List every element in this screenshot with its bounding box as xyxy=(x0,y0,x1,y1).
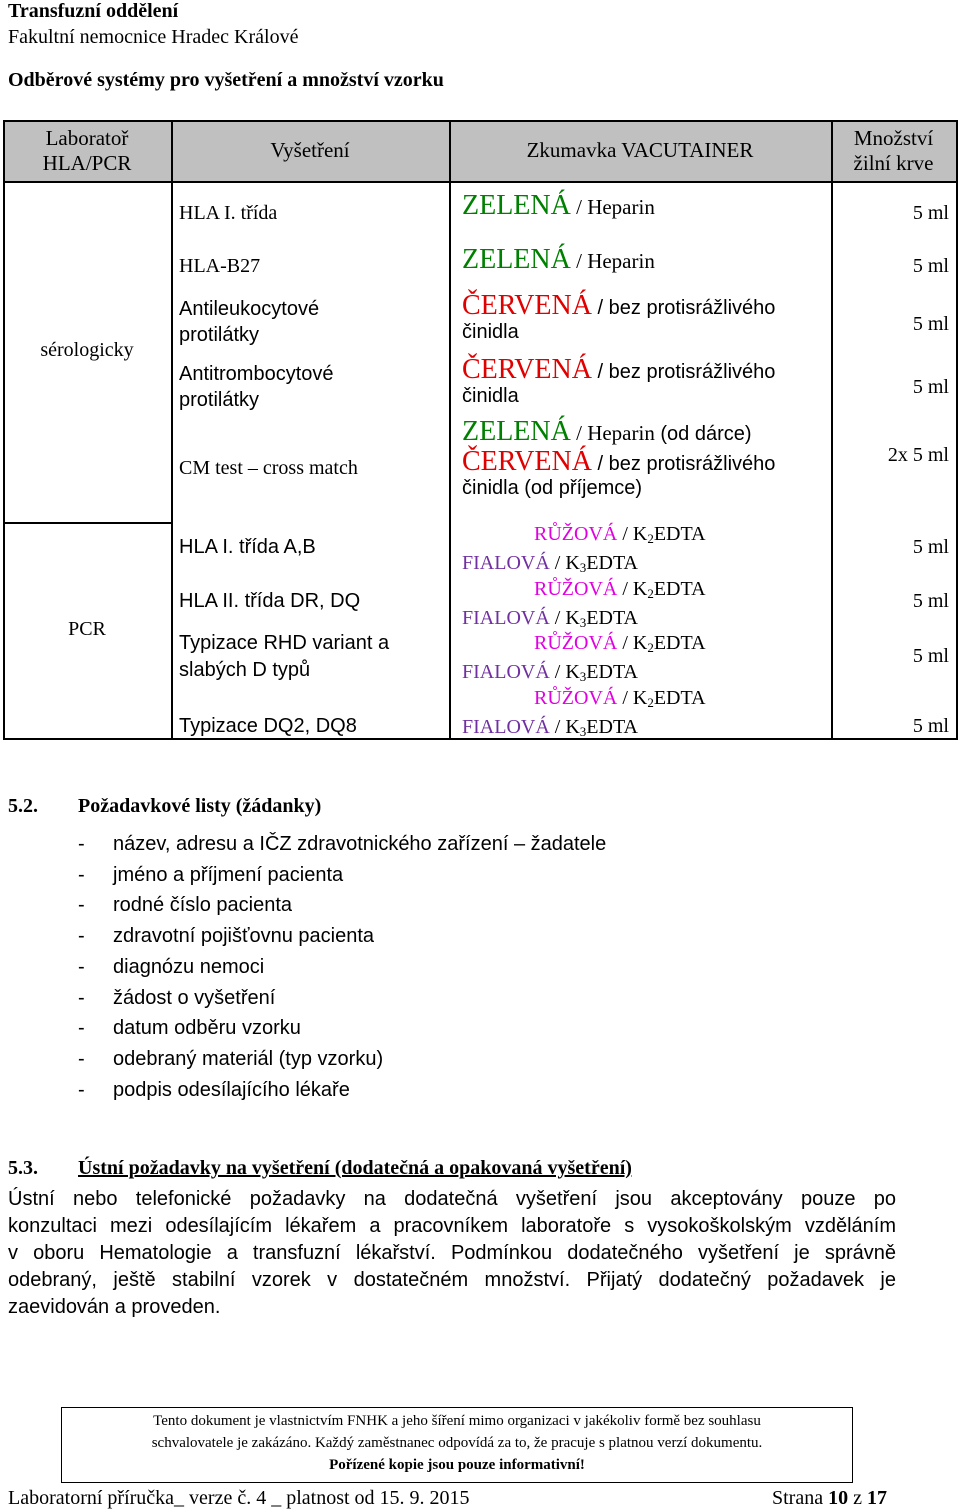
sampling-table xyxy=(3,120,958,740)
section-heading: Odběrové systémy pro vyšetření a množství vzorku xyxy=(8,69,444,91)
section-number: 5.2. xyxy=(8,795,38,817)
paragraph-line: odebraný, ještě stabilní vzorek v dostatečném množství. Přijatý dodatečný požadavek je xyxy=(8,1269,896,1291)
paragraph-line: konzultaci mezi odesílajícím lékařem a pracovníkem laboratoře s vysokoškolským vzděláním xyxy=(8,1215,896,1237)
header-quantity: Množství žilní krve xyxy=(853,126,934,175)
tube-r1: ZELENÁ / Heparin xyxy=(462,190,655,221)
exam-antithrombocyte: Antitrombocytové protilátky xyxy=(179,363,334,411)
list-item: diagnózu nemoci xyxy=(113,955,265,978)
exam-hla1-ab: HLA I. třída A,B xyxy=(179,536,316,558)
list-item-dash: - xyxy=(78,925,85,948)
qty-r4: 5 ml xyxy=(912,376,949,398)
section-number: 5.3. xyxy=(8,1157,38,1179)
qty-r6: 5 ml xyxy=(912,536,949,558)
tube-r5: ZELENÁ / Heparin (od dárce) ČERVENÁ / bez protisrážlivého činidla (od příjemce) xyxy=(462,416,776,499)
list-item: žádost o vyšetření xyxy=(113,986,276,1009)
list-item: rodné číslo pacienta xyxy=(113,894,293,917)
footer-document-info: Laboratorní příručka_ verze č. 4 _ platnost od 15. 9. 2015 xyxy=(8,1487,470,1509)
list-item: název, adresu a IČZ zdravotnického zařízení – žadatele xyxy=(113,833,607,855)
qty-r8: 5 ml xyxy=(912,645,949,667)
tube-r2: ZELENÁ / Heparin xyxy=(462,244,655,275)
list-item-dash: - xyxy=(78,1078,85,1101)
qty-r7: 5 ml xyxy=(912,590,949,612)
list-item-dash: - xyxy=(78,986,85,1009)
exam-crossmatch: CM test – cross match xyxy=(179,457,358,479)
list-item-dash: - xyxy=(78,863,85,886)
exam-antileukocyte: Antileukocytové protilátky xyxy=(179,298,320,346)
paragraph-line: v oboru Hematologie a transfuzní lékařství. Podmínkou dodatečného vyšetření je správně xyxy=(8,1242,896,1264)
exam-dq2-dq8: Typizace DQ2, DQ8 xyxy=(179,715,357,737)
list-item-dash: - xyxy=(78,833,85,855)
qty-r9: 5 ml xyxy=(912,715,949,737)
list-item-dash: - xyxy=(78,1047,85,1070)
paragraph-line: zaevidován a proveden. xyxy=(8,1296,221,1318)
exam-hla2-drdq: HLA II. třída DR, DQ xyxy=(179,590,361,612)
list-item: zdravotní pojišťovnu pacienta xyxy=(113,925,374,948)
exam-rhd: Typizace RHD variant a slabých D typů xyxy=(179,632,390,681)
header-exam: Vyšetření xyxy=(270,138,350,162)
group-serologic: sérologicky xyxy=(40,339,134,361)
section-title: Požadavkové listy (žádanky) xyxy=(78,795,322,817)
list-item: odebraný materiál (typ vzorku) xyxy=(113,1047,384,1070)
exam-hlab27: HLA-B27 xyxy=(179,255,261,277)
group-pcr: PCR xyxy=(68,618,106,640)
department-title: Transfuzní oddělení xyxy=(8,0,179,22)
section-title: Ústní požadavky na vyšetření (dodatečná a opakovaná vyšetření) xyxy=(78,1157,632,1179)
footer-page-number: Strana 10 z 17 xyxy=(772,1487,887,1509)
ownership-notice: Tento dokument je vlastnictvím FNHK a jeho šíření mimo organizaci v jakékoliv formě bez souhlasu schvalovatele je zakázáno. Každý zaměstnanec odpovídá za to, že pracuje s platnou verzí dokumentu. Pořízené kopie jsou pouze informativní! xyxy=(61,1407,853,1483)
qty-r3: 5 ml xyxy=(912,313,949,335)
qty-r2: 5 ml xyxy=(912,255,949,277)
tube-pcr-1: RŮŽOVÁ / $K_2EDTA$ FIALOVÁ / $K_3EDTA$ xyxy=(462,523,706,575)
list-item-dash: - xyxy=(78,1017,85,1040)
list-item-dash: - xyxy=(78,894,85,917)
header-tube: Zkumavka VACUTAINER xyxy=(526,138,754,162)
tube-r4: ČERVENÁ / bez protisrážlivého činidla xyxy=(462,354,776,407)
tube-r3: ČERVENÁ / bez protisrážlivého činidla xyxy=(462,290,776,343)
tube-pcr-2: RŮŽOVÁ / $K_2EDTA$ FIALOVÁ / $K_3EDTA$ xyxy=(462,578,706,630)
paragraph-line: Ústní nebo telefonické požadavky na dodatečná vyšetření jsou akceptovány pouze po xyxy=(8,1188,896,1210)
list-item: jméno a příjmení pacienta xyxy=(113,863,344,886)
qty-r5: 2x 5 ml xyxy=(887,444,949,466)
tube-pcr-4: RŮŽOVÁ / $K_2EDTA$ FIALOVÁ / $K_3EDTA$ xyxy=(462,687,706,739)
qty-r1: 5 ml xyxy=(912,202,949,224)
list-item-dash: - xyxy=(78,955,85,978)
list-item: podpis odesílajícího lékaře xyxy=(113,1078,350,1101)
header-lab: Laboratoř HLA/PCR xyxy=(42,126,132,175)
exam-hla1: HLA I. třída xyxy=(179,202,278,224)
tube-pcr-3: RŮŽOVÁ / $K_2EDTA$ FIALOVÁ / $K_3EDTA$ xyxy=(462,632,706,684)
hospital-name: Fakultní nemocnice Hradec Králové xyxy=(8,26,299,48)
list-item: datum odběru vzorku xyxy=(113,1017,301,1040)
